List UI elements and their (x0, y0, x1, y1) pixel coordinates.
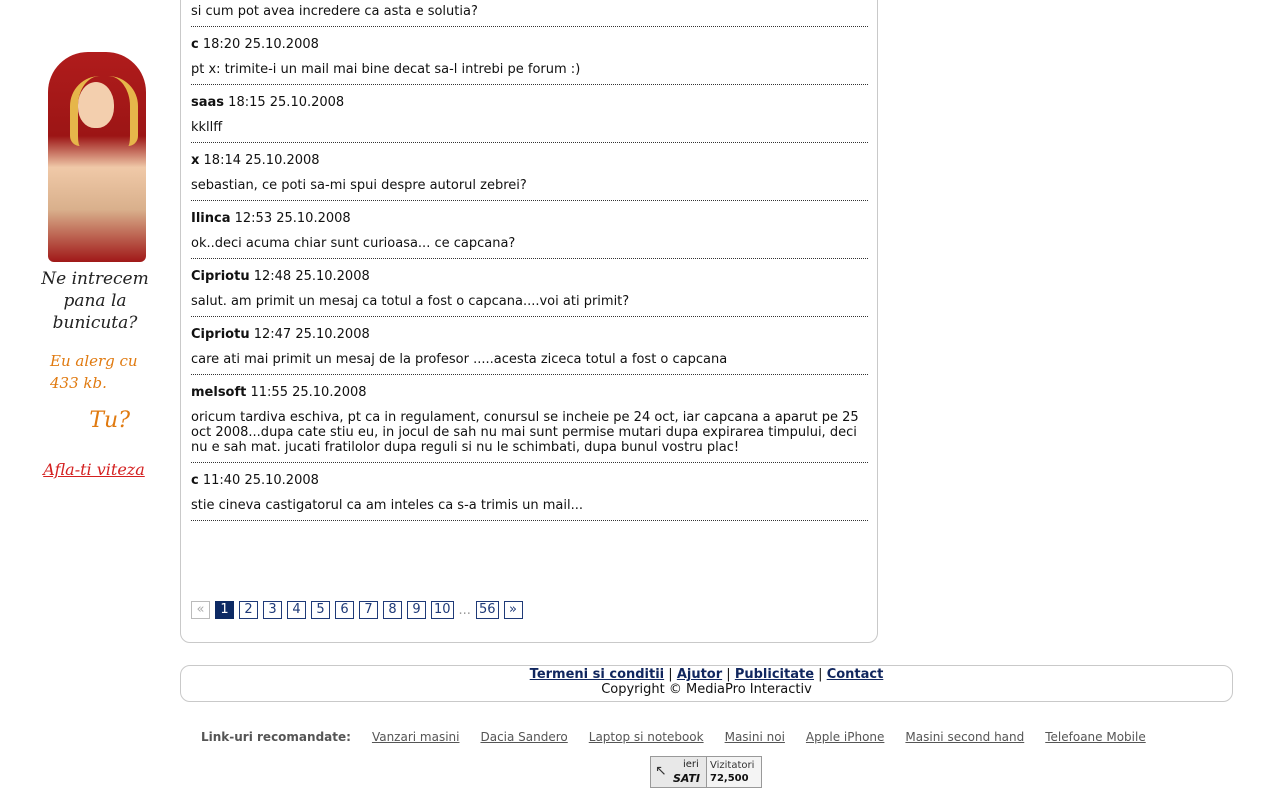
comment-text: ok..deci acuma chiar sunt curioasa... ce capcana? (191, 236, 516, 251)
comment-author: saas (191, 95, 225, 110)
sati-counter-badge[interactable] (650, 756, 762, 788)
comment-meta (191, 269, 868, 285)
comment-timestamp: 12:53 25.10.2008 (234, 211, 351, 226)
recommended-label: Link-uri recomandate: (201, 730, 351, 744)
page-link-5[interactable]: 5 (311, 601, 330, 619)
comment-timestamp: 12:48 25.10.2008 (253, 269, 370, 284)
comment-text: pt x: trimite-i un mail mai bine decat sa-l intrebi pe forum :) (191, 62, 581, 77)
sati-brand: SATI (673, 772, 700, 785)
comment-timestamp: 18:14 25.10.2008 (203, 153, 320, 168)
comment-text: salut. am primit un mesaj ca totul a fost o capcana....voi ati primit? (191, 294, 630, 309)
page-link-6[interactable]: 6 (335, 601, 354, 619)
page-link-3[interactable]: 3 (263, 601, 282, 619)
comment-author: c (191, 37, 199, 52)
site-footer (180, 665, 1233, 702)
ad-illustration (48, 52, 146, 262)
footer-link-help[interactable]: Ajutor (676, 667, 723, 682)
ad-face-shape (78, 82, 114, 128)
comment-author: Cipriotu (191, 327, 250, 342)
comment-item (191, 27, 868, 85)
cursor-icon: ↖ (655, 763, 667, 779)
reco-link-masini-noi[interactable]: Masini noi (724, 730, 785, 744)
sati-logo (651, 757, 707, 787)
footer-link-contact[interactable]: Contact (826, 667, 884, 682)
ad-cta-link[interactable]: Afla-ti viteza (43, 460, 145, 479)
comment-text: oricum tardiva eschiva, pt ca in regulament, conursul se incheie pe 24 oct, iar capcana a aparut pe 25 oct 2008...dupa cate stiu eu, in jocul de sah nu mai sunt permise mutari dupa expirarea timpului, deci nu e sah mat. jucati fratilolor dupa reguli si nu le schimbati, dupa bunul vostru plac! (191, 410, 859, 455)
page-link-last[interactable]: 56 (476, 601, 499, 619)
prev-page-button[interactable]: « (191, 601, 210, 619)
comment-meta (191, 473, 868, 489)
footer-separator: | (726, 667, 731, 682)
comment-item (191, 0, 868, 27)
reco-link-dacia-sandero[interactable]: Dacia Sandero (480, 730, 568, 744)
footer-separator: | (818, 667, 823, 682)
comment-text: sebastian, ce poti sa-mi spui despre autorul zebrei? (191, 178, 527, 193)
comment-item (191, 259, 868, 317)
speed-test-ad[interactable] (36, 0, 152, 500)
comments-panel (180, 0, 878, 643)
page-link-9[interactable]: 9 (407, 601, 426, 619)
recommended-links (201, 730, 1167, 744)
comment-timestamp: 18:15 25.10.2008 (228, 95, 345, 110)
reco-link-iphone[interactable]: Apple iPhone (805, 730, 885, 744)
comments-list (191, 0, 868, 521)
comment-author: Cipriotu (191, 269, 250, 284)
sati-ieri-label: ieri (683, 759, 699, 770)
ad-question: Tu? (89, 408, 130, 433)
footer-links (181, 667, 1232, 682)
comment-text: care ati mai primit un mesaj de la profesor .....acesta ziceca totul a fost o capcana (191, 352, 728, 367)
reco-link-vanzari-masini[interactable]: Vanzari masini (371, 730, 460, 744)
comment-item (191, 143, 868, 201)
page-link-7[interactable]: 7 (359, 601, 378, 619)
comment-item (191, 201, 868, 259)
comment-meta (191, 385, 868, 401)
copyright: Copyright © MediaPro Interactiv (601, 682, 812, 697)
sati-visitors-count: 72,500 (710, 773, 749, 784)
comment-item (191, 463, 868, 521)
ad-subline: Eu alerg cu 433 kb. (50, 352, 138, 392)
comment-item (191, 375, 868, 463)
footer-link-advertising[interactable]: Publicitate (734, 667, 815, 682)
comment-meta (191, 95, 868, 111)
comment-meta (191, 153, 868, 169)
page-link-8[interactable]: 8 (383, 601, 402, 619)
comment-timestamp: 11:55 25.10.2008 (250, 385, 367, 400)
page-link-10[interactable]: 10 (431, 601, 454, 619)
comment-author: x (191, 153, 200, 168)
comment-author: melsoft (191, 385, 247, 400)
comment-item (191, 317, 868, 375)
comment-text: kkllff (191, 120, 223, 135)
comment-meta (191, 211, 868, 227)
page-link-4[interactable]: 4 (287, 601, 306, 619)
page-link-1[interactable]: 1 (215, 601, 234, 619)
reco-link-telefoane[interactable]: Telefoane Mobile (1045, 730, 1146, 744)
comment-text: stie cineva castigatorul ca am inteles ca s-a trimis un mail... (191, 498, 583, 513)
comment-meta (191, 37, 868, 53)
reco-link-second-hand[interactable]: Masini second hand (905, 730, 1025, 744)
comment-item (191, 85, 868, 143)
footer-separator: | (668, 667, 673, 682)
page-link-2[interactable]: 2 (239, 601, 258, 619)
sati-stats (707, 757, 761, 787)
comment-timestamp: 18:20 25.10.2008 (202, 37, 319, 52)
pager-ellipsis: ... (458, 602, 471, 618)
pagination (191, 600, 523, 620)
footer-link-terms[interactable]: Termeni si conditii (529, 667, 665, 682)
comment-meta (191, 327, 868, 343)
comment-author: Ilinca (191, 211, 231, 226)
comment-timestamp: 11:40 25.10.2008 (202, 473, 319, 488)
next-page-button[interactable]: » (504, 601, 523, 619)
comment-author: c (191, 473, 199, 488)
ad-headline: Ne intrecem pana la bunicuta? (41, 269, 149, 333)
comment-timestamp: 12:47 25.10.2008 (253, 327, 370, 342)
reco-link-laptop[interactable]: Laptop si notebook (588, 730, 704, 744)
comment-text: si cum pot avea incredere ca asta e solutia? (191, 4, 478, 19)
sati-visitors-label: Vizitatori (710, 760, 755, 771)
